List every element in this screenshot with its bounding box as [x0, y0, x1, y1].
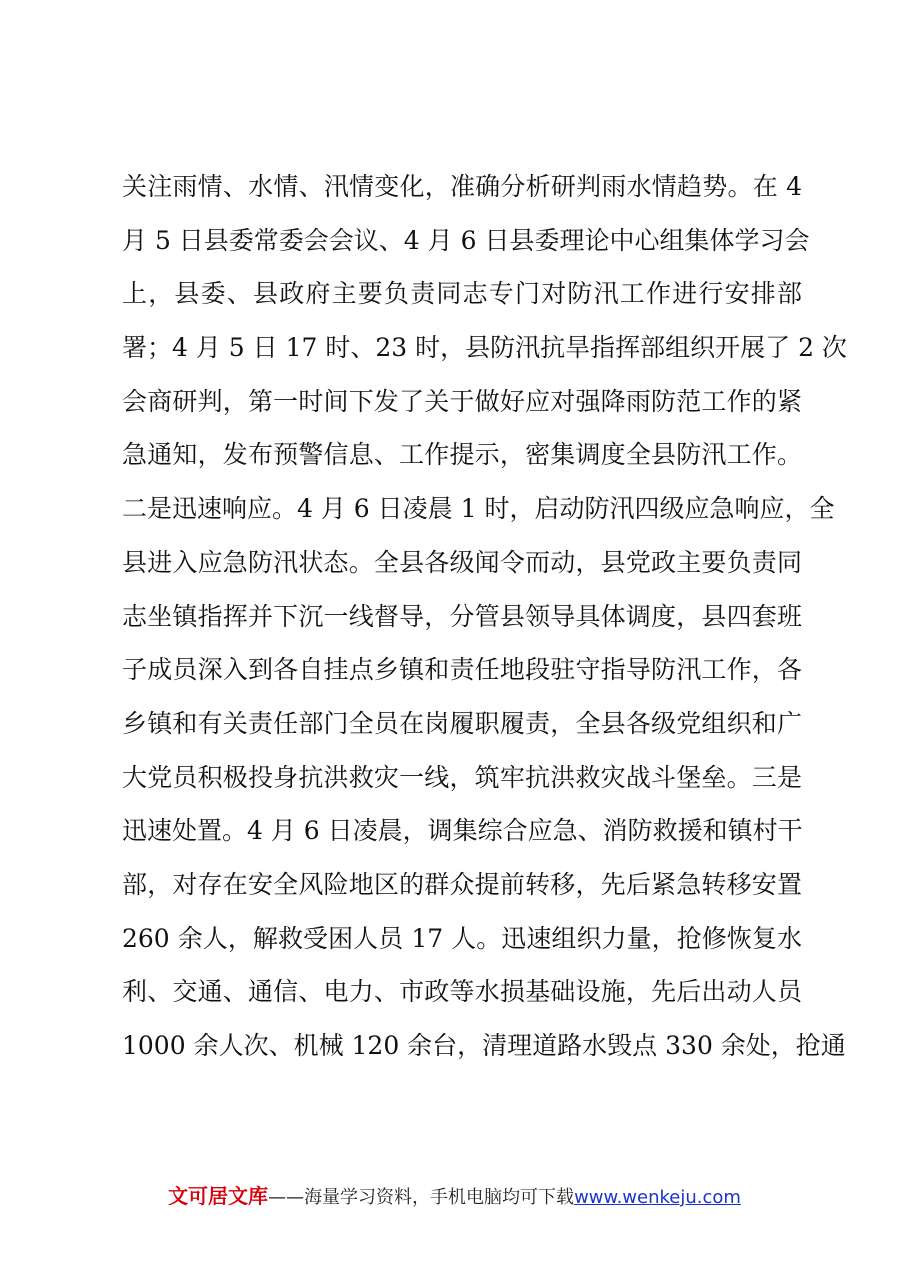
text-line: 县进入应急防汛状态。全县各级闻令而动，县党政主要负责同: [122, 547, 802, 577]
text-line: 迅速处置。4 月 6 日凌晨，调集综合应急、消防救援和镇村干: [122, 816, 803, 846]
text-line: 部，对存在安全风险地区的群众提前转移，先后紧急转移安置: [122, 869, 802, 899]
text-line: 署；4 月 5 日 17 时、23 时，县防汛抗旱指挥部组织开展了 2 次: [122, 333, 847, 363]
text-line: 会商研判，第一时间下发了关于做好应对强降雨防范工作的紧: [122, 386, 802, 416]
text-line: 上，县委、县政府主要负责同志专门对防汛工作进行安排部: [122, 279, 802, 309]
text-line: 大党员积极投身抗洪救灾一线，筑牢抗洪救灾战斗堡垒。三是: [122, 762, 802, 792]
document-body: [122, 160, 847, 1073]
footer-site-link[interactable]: www.wenkeju.com: [574, 1187, 741, 1208]
text-line: 二是迅速响应。4 月 6 日凌晨 1 时，启动防汛四级应急响应，全: [122, 494, 835, 524]
text-line: 1000 余人次、机械 120 余台，清理道路水毁点 330 余处，抢通: [122, 1031, 846, 1060]
text-line: 急通知，发布预警信息、工作提示，密集调度全县防汛工作。: [122, 440, 802, 470]
footer-dash: ——: [268, 1187, 305, 1208]
text-line: 志坐镇指挥并下沉一线督导，分管县领导具体调度，县四套班: [122, 601, 802, 631]
text-line: 260 余人，解救受困人员 17 人。迅速组织力量，抢修恢复水: [122, 923, 802, 953]
footer-slogan: 海量学习资料，手机电脑均可下载: [304, 1187, 575, 1208]
page-footer: [0, 1180, 909, 1209]
text-line: 子成员深入到各自挂点乡镇和责任地段驻守指导防汛工作，各: [122, 655, 802, 685]
text-line: 乡镇和有关责任部门全员在岗履职履责，全县各级党组织和广: [122, 708, 802, 738]
text-line: 月 5 日县委常委会会议、4 月 6 日县委理论中心组集体学习会: [122, 225, 810, 255]
text-line: 利、交通、通信、电力、市政等水损基础设施，先后出动人员: [122, 977, 802, 1007]
footer-brand: 文可居文库: [168, 1184, 269, 1208]
text-line: 关注雨情、水情、汛情变化，准确分析研判雨水情趋势。在 4: [122, 172, 802, 201]
